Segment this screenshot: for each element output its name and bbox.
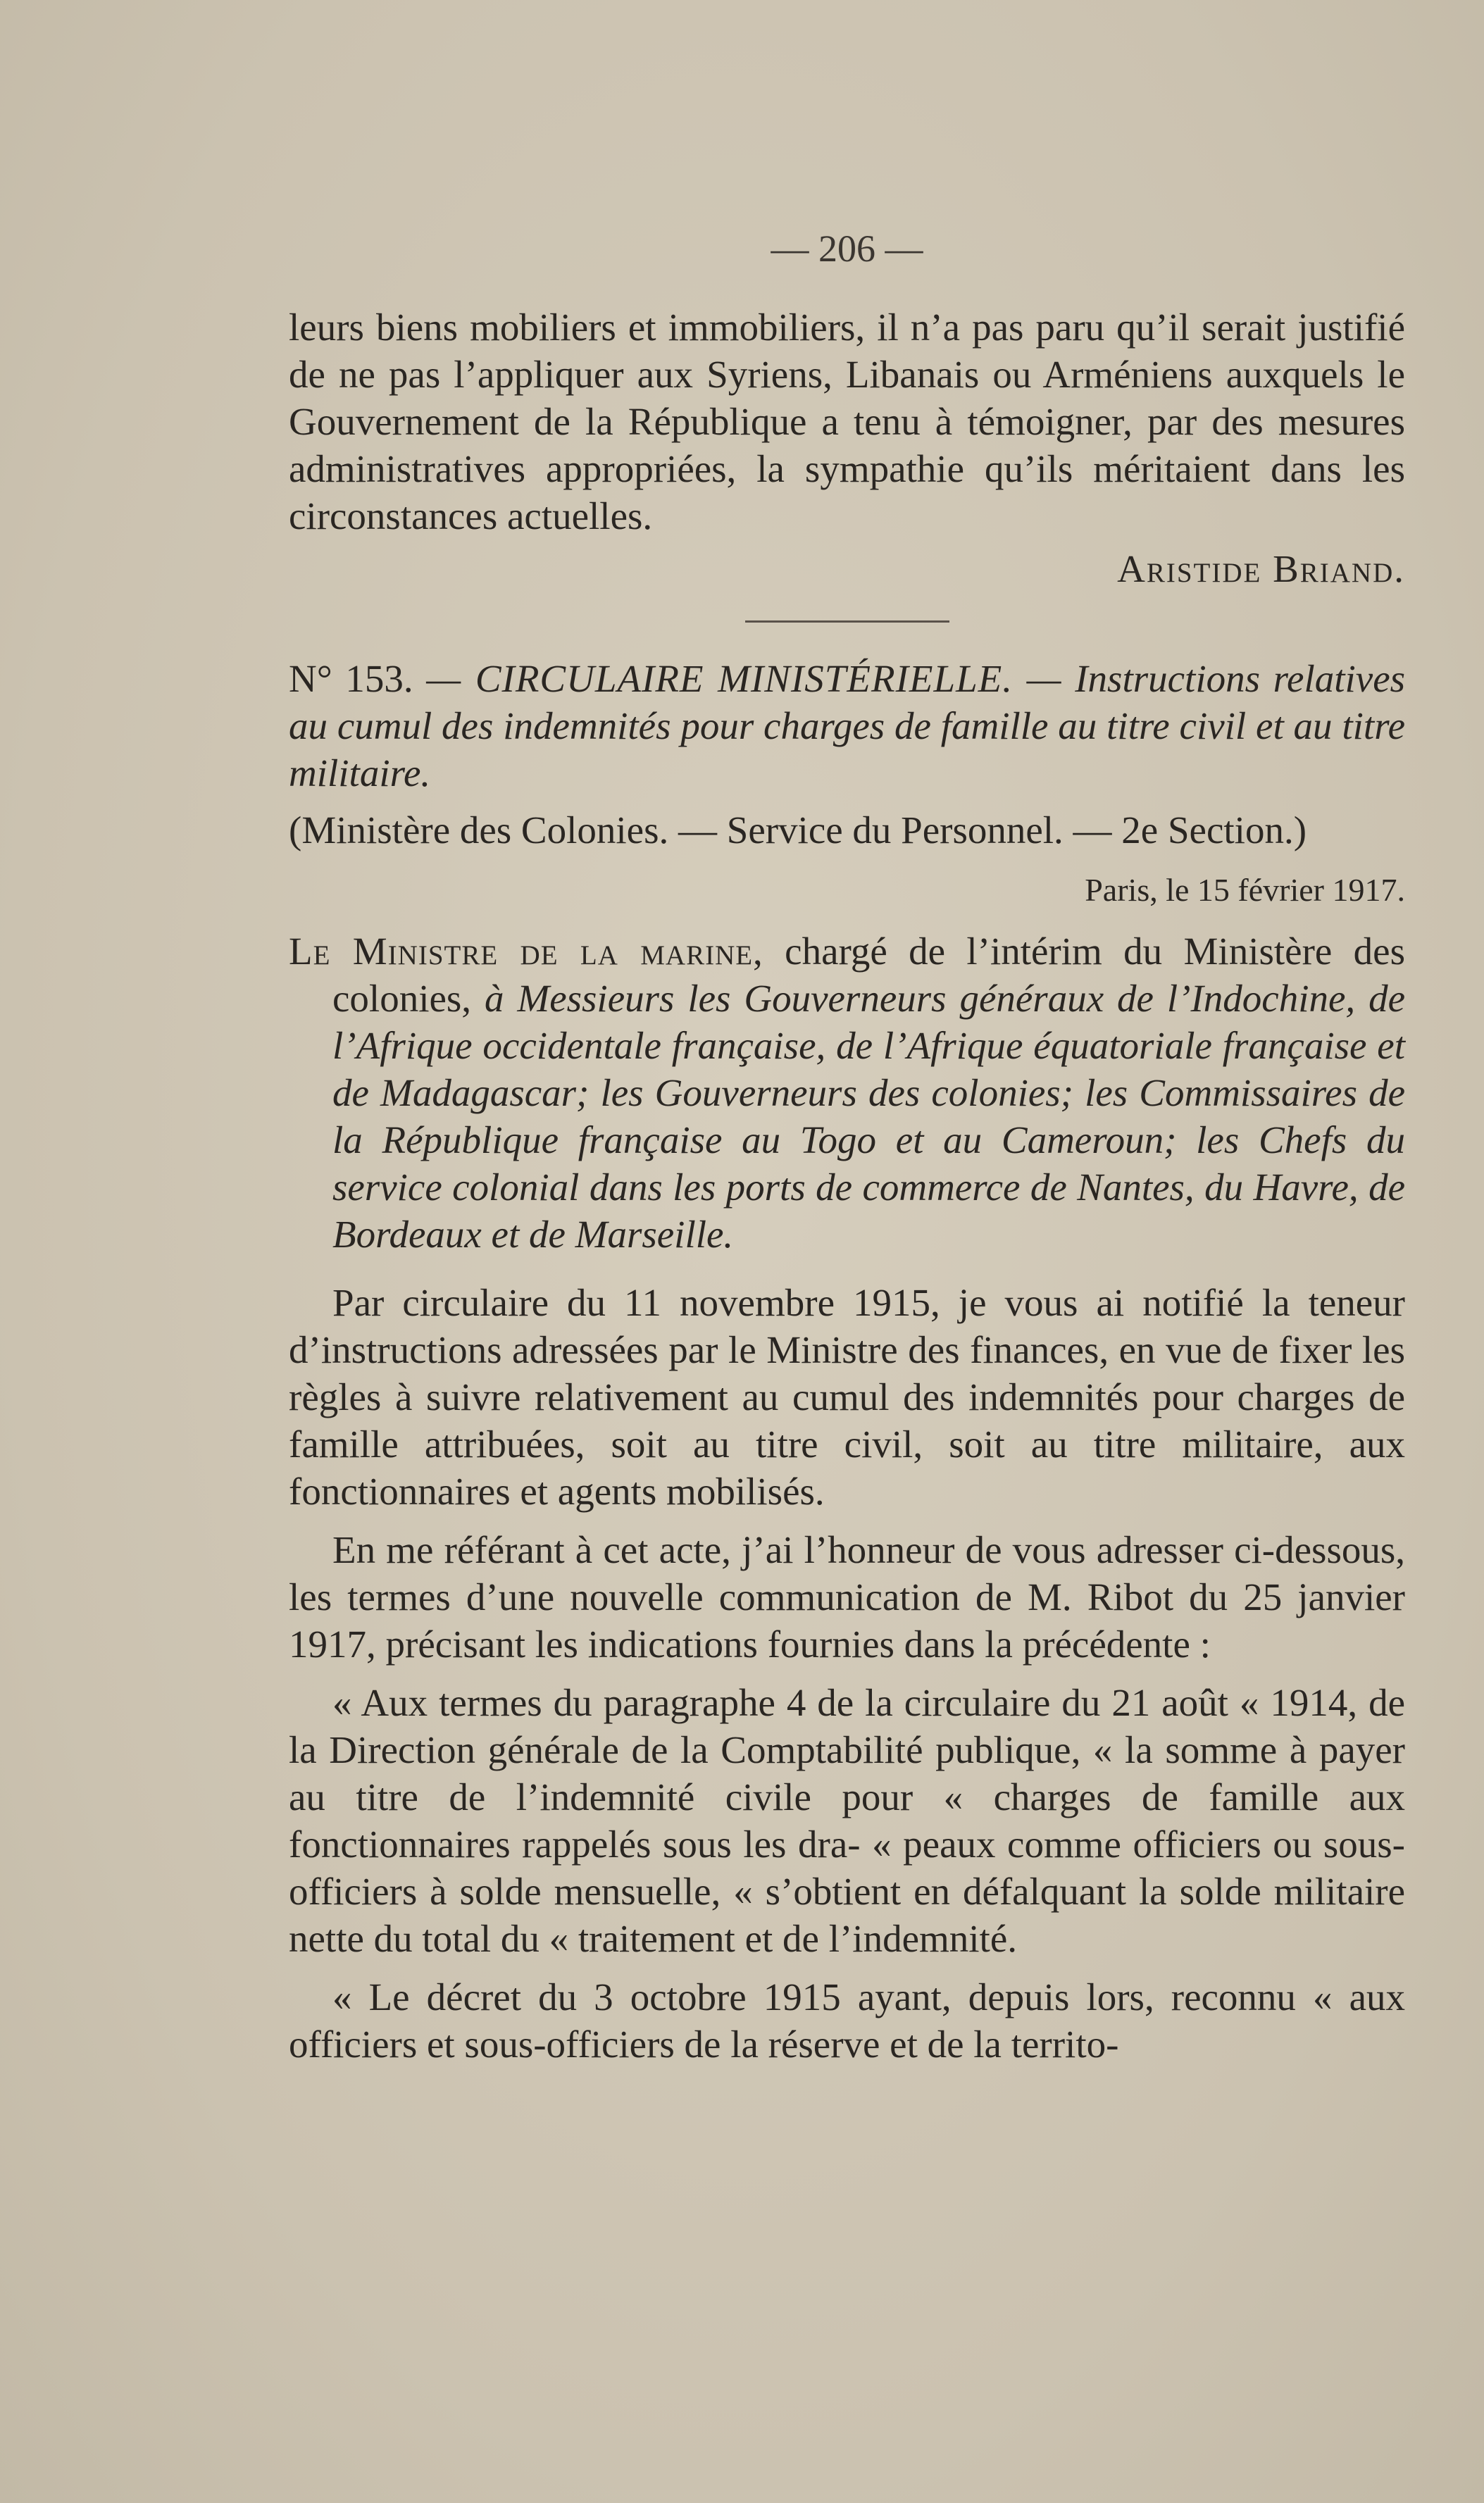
body-paragraph: En me référant à cet acte, j’ai l’honneur de vous adresser ci-dessous, les termes d’une nouvelle communication de M. Ribot du 25 janvier 1917, précisant les indications fournies dans la précédente : [289,1528,1405,1666]
addressee-sender: Le Ministre de la marine, [289,930,763,973]
body-paragraph: « Le décret du 3 octobre 1915 ayant, depuis lors, reconnu « aux officiers et sous-officiers de la réserve et de la territo- [289,1975,1405,2066]
body-paragraph: « Aux termes du paragraphe 4 de la circulaire du 21 août « 1914, de la Direction générale de la Comptabilité publique, « la somme à payer au titre de l’indemnité civile pour « charges de famille aux fonctionnaires rappelés sous les dra- « peaux comme officiers ou sous-officiers à solde mensuelle, « s’obtient en défalquant la solde militaire nette du total du « traitement et de l’indemnité. [289,1681,1405,1960]
signature: Aristide Briand. [1117,547,1405,590]
opening-paragraph: leurs biens mobiliers et immobiliers, il n’a pas paru qu’il serait justifié de ne pas l’appliquer aux Syriens, Libanais ou Arméniens auxquels le Gouvernement de la République a tenu à témoigner, par des mesures administratives appropriées, la sympathie qu’ils méritaient dans les circonstances actuelles. [289,306,1405,537]
addressee-recipients: à Messieurs les Gouverneurs généraux de l’Indochine, de l’Afrique occidentale française, de l’Afrique équatoriale française et de Madagascar; les Gouverneurs des colonies; les Commissaires de la République française au Togo et au Cameroun; les Chefs du service colonial dans les ports de commerce de Nantes, du Havre, de Bordeaux et de Marseille. [332,977,1405,1256]
addressee-sender-rest: chargé de l’intérim du Ministère des colonies, [332,930,1405,1020]
circular-title: — CIRCULAIRE MINISTÉRIELLE. — [426,657,1062,700]
circular-subject: Instructions relatives au cumul des indemnités pour charges de famille au titre civil et au titre militaire. [289,657,1406,794]
body-paragraph: Par circulaire du 11 novembre 1915, je vous ai notifié la teneur d’instructions adressées par le Ministre des finances, en vue de fixer les règles à suivre relativement au cumul des indemnités pour charges de famille attribuées, soit au titre civil, soit au titre militaire, aux fonctionnaires et agents mobilisés. [289,1281,1405,1513]
dateline: Paris, le 15 février 1917. [1085,872,1405,908]
circular-heading [289,655,1405,797]
circular-number: N° 153. [289,657,413,700]
page-number: — 206 — [771,227,923,270]
document-page [289,225,1405,2068]
addressee-block [289,928,1405,1258]
circular-source: (Ministère des Colonies. — Service du Personnel. — 2e Section.) [289,809,1307,851]
separator-rule [745,620,949,623]
